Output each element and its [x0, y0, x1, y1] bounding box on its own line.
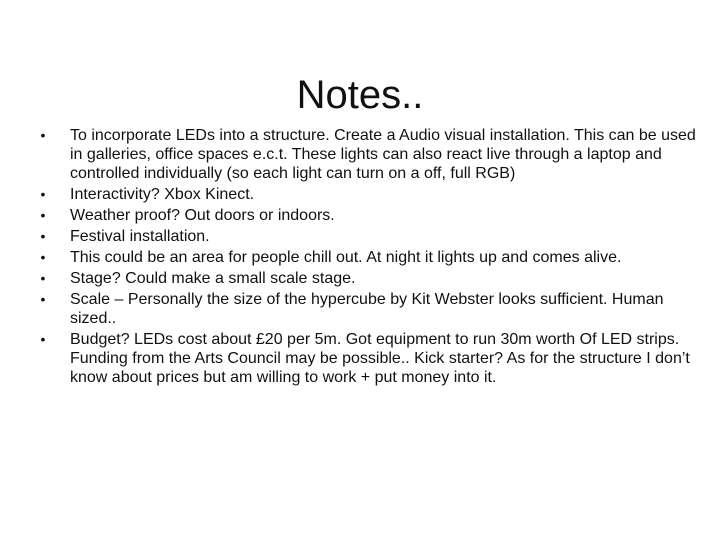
bullet-icon: • [40, 270, 46, 286]
bullet-icon: • [40, 249, 46, 265]
bullet-icon: • [40, 127, 46, 143]
bullet-text: Festival installation. [70, 228, 210, 245]
bullet-text: Stage? Could make a small scale stage. [70, 270, 356, 287]
bullet-list [36, 126, 696, 389]
bullet-text: Weather proof? Out doors or indoors. [70, 207, 335, 224]
bullet-icon: • [40, 291, 46, 307]
slide-title: Notes.. [296, 72, 424, 117]
bullet-text: This could be an area for people chill out. At night it lights up and comes alive. [70, 249, 622, 266]
bullet-item [36, 248, 696, 267]
bullet-icon: • [40, 331, 46, 347]
bullet-item [36, 290, 696, 328]
bullet-item [36, 269, 696, 288]
bullet-text: To incorporate LEDs into a structure. Create a Audio visual installation. This can be used in galleries, office spaces e.c.t. These lights can also react live through a laptop and controlled individually (so each light can turn on a off, full RGB) [70, 127, 696, 182]
bullet-item [36, 227, 696, 246]
bullet-text: Budget? LEDs cost about £20 per 5m. Got equipment to run 30m worth Of LED strips. Funding from the Arts Council may be possible.. Kick starter? As for the structure I don’t know about prices but am willing to work + put money into it. [70, 331, 690, 386]
bullet-text: Interactivity? Xbox Kinect. [70, 186, 255, 203]
bullet-icon: • [40, 186, 46, 202]
bullet-icon: • [40, 207, 46, 223]
bullet-item [36, 330, 696, 387]
bullet-text: Scale – Personally the size of the hypercube by Kit Webster looks sufficient. Human sized.. [70, 291, 664, 327]
bullet-item [36, 206, 696, 225]
bullet-icon: • [40, 228, 46, 244]
bullet-item [36, 126, 696, 183]
bullet-item [36, 185, 696, 204]
